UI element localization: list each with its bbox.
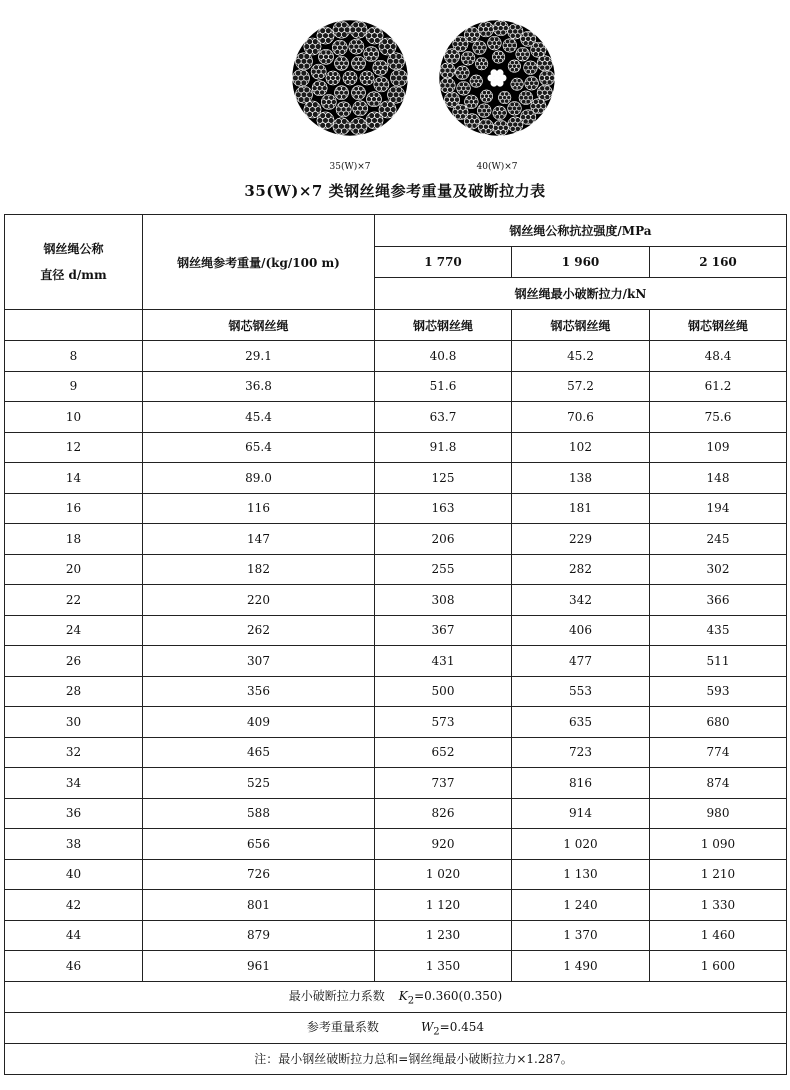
- cell-f1: 737: [375, 768, 512, 799]
- table-row: [5, 371, 787, 402]
- cell-f2: 1 130: [512, 859, 650, 890]
- cell-f3: 511: [650, 646, 787, 677]
- cell-f1: 1 020: [375, 859, 512, 890]
- cell-f3: 1 210: [650, 859, 787, 890]
- cell-d: 20: [5, 554, 143, 585]
- cell-f2: 406: [512, 615, 650, 646]
- table-row: [5, 493, 787, 524]
- cell-d: 22: [5, 585, 143, 616]
- table-row: [5, 859, 787, 890]
- cell-d: 34: [5, 768, 143, 799]
- core-type-1960: 钢芯钢丝绳: [512, 310, 650, 341]
- cell-w: 29.1: [143, 341, 375, 372]
- cell-f2: 1 490: [512, 951, 650, 982]
- cell-d: 12: [5, 432, 143, 463]
- cell-f2: 1 370: [512, 920, 650, 951]
- cell-f2: 477: [512, 646, 650, 677]
- cell-f1: 500: [375, 676, 512, 707]
- table-row: [5, 676, 787, 707]
- diameter-header: [5, 215, 143, 310]
- cell-f3: 1 600: [650, 951, 787, 982]
- cell-f3: 1 460: [650, 920, 787, 951]
- figure-35w7: [285, 18, 415, 172]
- cell-f1: 826: [375, 798, 512, 829]
- cell-w: 182: [143, 554, 375, 585]
- cell-w: 220: [143, 585, 375, 616]
- cell-d: 18: [5, 524, 143, 555]
- cell-f2: 138: [512, 463, 650, 494]
- diameter-header-line1: 钢丝绳公称: [43, 242, 104, 256]
- cell-w: 356: [143, 676, 375, 707]
- cell-d: 40: [5, 859, 143, 890]
- footnote: 注：最小钢丝破断拉力总和=钢丝绳最小破断拉力×1.287。: [5, 1043, 787, 1074]
- cell-w: 307: [143, 646, 375, 677]
- cell-d: 36: [5, 798, 143, 829]
- cell-f3: 109: [650, 432, 787, 463]
- rope-cross-section-40w7-icon: [434, 18, 560, 140]
- cell-d: 8: [5, 341, 143, 372]
- break-coefficient-label: 最小破断拉力系数: [288, 988, 385, 1003]
- cell-f3: 48.4: [650, 341, 787, 372]
- table-row: [5, 829, 787, 860]
- cell-f1: 367: [375, 615, 512, 646]
- table-row: [5, 585, 787, 616]
- cell-d: 38: [5, 829, 143, 860]
- cell-f1: 206: [375, 524, 512, 555]
- cell-f2: 102: [512, 432, 650, 463]
- diameter-header-line2: 直径 d/mm: [40, 268, 107, 282]
- table-row: [5, 554, 787, 585]
- figure-caption: 35(W)×7: [329, 162, 371, 172]
- cell-f3: 245: [650, 524, 787, 555]
- cell-f3: 593: [650, 676, 787, 707]
- cell-f2: 635: [512, 707, 650, 738]
- core-type-1770: 钢芯钢丝绳: [375, 310, 512, 341]
- cell-w: 801: [143, 890, 375, 921]
- cell-f2: 1 020: [512, 829, 650, 860]
- grade-2160: 2 160: [650, 247, 787, 278]
- grade-1770: 1 770: [375, 247, 512, 278]
- cell-f3: 194: [650, 493, 787, 524]
- cell-w: 879: [143, 920, 375, 951]
- cell-f1: 652: [375, 737, 512, 768]
- cell-d: 10: [5, 402, 143, 433]
- diameter-subheader-blank: [5, 310, 143, 341]
- cell-f1: 920: [375, 829, 512, 860]
- cell-d: 24: [5, 615, 143, 646]
- cell-w: 262: [143, 615, 375, 646]
- cell-d: 14: [5, 463, 143, 494]
- weight-header: 钢丝绳参考重量/(kg/100 m): [143, 215, 375, 310]
- cell-w: 588: [143, 798, 375, 829]
- cell-f3: 148: [650, 463, 787, 494]
- table-title: 35(W)×7 类钢丝绳参考重量及破断拉力表: [244, 182, 546, 200]
- cell-f3: 874: [650, 768, 787, 799]
- cell-f1: 431: [375, 646, 512, 677]
- cell-f1: 573: [375, 707, 512, 738]
- table-row: [5, 341, 787, 372]
- cell-w: 147: [143, 524, 375, 555]
- cell-w: 409: [143, 707, 375, 738]
- cell-f1: 255: [375, 554, 512, 585]
- cell-d: 26: [5, 646, 143, 677]
- cell-w: 465: [143, 737, 375, 768]
- cell-f3: 1 090: [650, 829, 787, 860]
- weight-coefficient-value: $W_2=0.454$: [420, 1019, 485, 1038]
- weight-coefficient-label: 参考重量系数: [306, 1019, 379, 1034]
- rope-figures: [0, 18, 790, 172]
- table-row: [5, 890, 787, 921]
- table-row: [5, 951, 787, 982]
- cell-f1: 1 230: [375, 920, 512, 951]
- cell-f1: 163: [375, 493, 512, 524]
- table-row: [5, 432, 787, 463]
- table-row: [5, 615, 787, 646]
- cell-f1: 40.8: [375, 341, 512, 372]
- figure-caption: 40(W)×7: [476, 162, 518, 172]
- figure-40w7: [432, 18, 562, 172]
- cell-f3: 680: [650, 707, 787, 738]
- table-row: [5, 524, 787, 555]
- cell-f3: 75.6: [650, 402, 787, 433]
- cell-f2: 553: [512, 676, 650, 707]
- cell-f1: 1 120: [375, 890, 512, 921]
- table-row: [5, 402, 787, 433]
- cell-f2: 914: [512, 798, 650, 829]
- cell-f1: 308: [375, 585, 512, 616]
- grade-1960: 1 960: [512, 247, 650, 278]
- table-row: [5, 737, 787, 768]
- cell-d: 44: [5, 920, 143, 951]
- cell-f2: 229: [512, 524, 650, 555]
- cell-f2: 723: [512, 737, 650, 768]
- cell-d: 28: [5, 676, 143, 707]
- cell-f2: 57.2: [512, 371, 650, 402]
- cell-d: 46: [5, 951, 143, 982]
- break-coefficient-value: $K_2=0.360(0.350)$: [398, 988, 503, 1007]
- cell-f2: 1 240: [512, 890, 650, 921]
- cell-f3: 980: [650, 798, 787, 829]
- cell-d: 16: [5, 493, 143, 524]
- cell-f3: 61.2: [650, 371, 787, 402]
- cell-f1: 63.7: [375, 402, 512, 433]
- cell-f3: 435: [650, 615, 787, 646]
- table-row: [5, 707, 787, 738]
- cell-f3: 1 330: [650, 890, 787, 921]
- cell-f2: 181: [512, 493, 650, 524]
- table-row: [5, 463, 787, 494]
- table-row: [5, 768, 787, 799]
- cell-w: 656: [143, 829, 375, 860]
- cell-w: 36.8: [143, 371, 375, 402]
- cell-w: 726: [143, 859, 375, 890]
- cell-d: 30: [5, 707, 143, 738]
- cell-f2: 342: [512, 585, 650, 616]
- cell-f1: 125: [375, 463, 512, 494]
- cell-f1: 51.6: [375, 371, 512, 402]
- cell-w: 45.4: [143, 402, 375, 433]
- cell-f3: 774: [650, 737, 787, 768]
- cell-f3: 302: [650, 554, 787, 585]
- break-coefficient-note: [5, 981, 787, 1012]
- cell-w: 65.4: [143, 432, 375, 463]
- cell-f2: 816: [512, 768, 650, 799]
- cell-w: 961: [143, 951, 375, 982]
- cell-w: 525: [143, 768, 375, 799]
- cell-f1: 1 350: [375, 951, 512, 982]
- table-row: [5, 798, 787, 829]
- breaking-force-header: 钢丝绳最小破断拉力/kN: [375, 278, 787, 310]
- core-type-2160: 钢芯钢丝绳: [650, 310, 787, 341]
- strength-header: 钢丝绳公称抗拉强度/MPa: [375, 215, 787, 247]
- cell-d: 9: [5, 371, 143, 402]
- cell-f2: 45.2: [512, 341, 650, 372]
- cell-f3: 366: [650, 585, 787, 616]
- cell-f1: 91.8: [375, 432, 512, 463]
- rope-cross-section-35w7-icon: [287, 18, 413, 140]
- cell-w: 116: [143, 493, 375, 524]
- cell-f2: 70.6: [512, 402, 650, 433]
- weight-coefficient-note: [5, 1012, 787, 1043]
- cell-w: 89.0: [143, 463, 375, 494]
- cell-d: 32: [5, 737, 143, 768]
- table-row: [5, 646, 787, 677]
- core-type-weight: 钢芯钢丝绳: [143, 310, 375, 341]
- cell-f2: 282: [512, 554, 650, 585]
- rope-data-table: [4, 214, 787, 1075]
- table-row: [5, 920, 787, 951]
- cell-d: 42: [5, 890, 143, 921]
